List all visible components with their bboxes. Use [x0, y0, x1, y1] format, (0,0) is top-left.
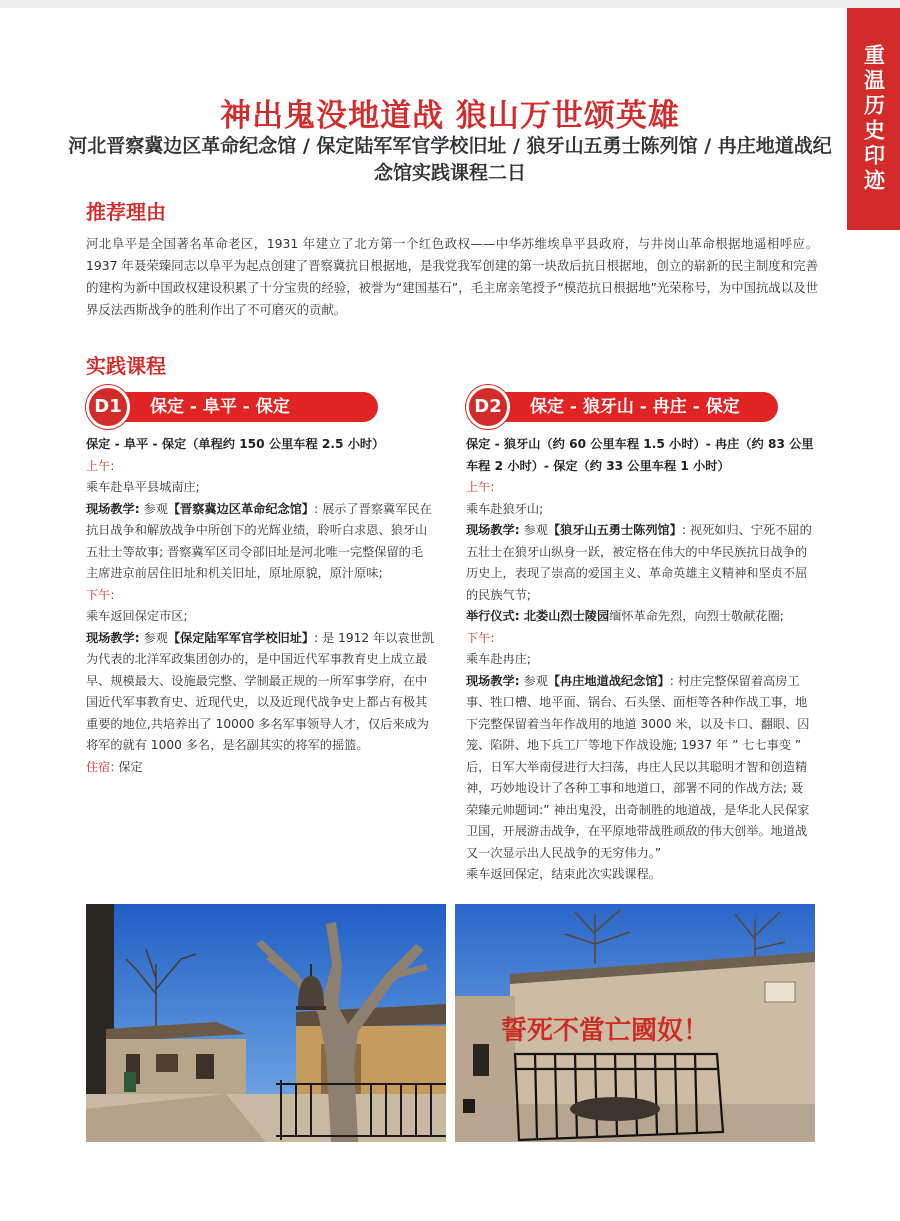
day2-banner-label: 保定 - 狼牙山 - 冉庄 - 保定 — [484, 392, 778, 422]
day1-badge: D1 — [86, 385, 130, 429]
day2-teach1: 现场教学: 参观【狼牙山五勇士陈列馆】: 视死如归、宁死不屈的五壮士在狼牙山纵身一跃，被定格在伟大的中华民族抗日战争的历史上，表现了崇高的爱国主义、革命英雄主义精神和坚贞不屈的民族气节; — [466, 523, 812, 602]
day2-teach2: 现场教学: 参观【冉庄地道战纪念馆】: 村庄完整保留着高房工事、牲口槽、地平面、锅台、石头堡、面柜等各种作战工事，地下完整保留着当年作战用的地道 3000 米，以及卡口、翻眼、囚笼、陷阱、地下兵工厂等地下作战设施; 1937 年 ” 七七事变 ” 后，日军大举南侵进行大扫荡，冉庄人民以其聪明才智和创造精神，巧妙地设计了各种工事和地道口，部署不同的作战方法; 聂荣臻元帅题词:” 神出鬼没，出奇制胜的地道战，是华北人民保家卫国，开展游击战争，在平原地带战胜顽敌的伟大创举。地道战又一次显示出人民战争的无穷伟力。” — [466, 673, 810, 860]
day2-pm-ride: 乘车赴冉庄; — [466, 652, 532, 666]
day2-badge: D2 — [466, 385, 510, 429]
top-strip — [0, 0, 900, 8]
day2-am-label: 上午: — [466, 480, 495, 494]
day1-banner — [86, 385, 378, 421]
reason-text: 河北阜平是全国著名革命老区，1931 年建立了北方第一个红色政权——中华苏维埃阜平县政府，与井岗山革命根据地遥相呼应。1937 年聂荣臻同志以阜平为起点创建了晋察冀抗日根据地，是我党我军创建的第一块敌后抗日根据地，创立的崭新的民主制度和完善的建构为新中国政权建设积累了十分宝贵的经验，被誉为“建国基石”，毛主席亲笔授予“模范抗日根据地”光荣称号，为中国抗战以及世界反法西斯战争的胜利作出了不可磨灭的贡献。 — [86, 236, 818, 317]
day1-am-label: 上午: — [86, 458, 115, 473]
slogan-text: 誓死不當亡國奴！ — [500, 1016, 710, 1046]
day2-am-ride: 乘车赴狼牙山; — [466, 501, 544, 516]
day1-teach2: 现场教学: 参观【保定陆军军官学校旧址】: 是 1912 年以袁世凯为代表的北洋军政集团创办的，是中国近代军事教育史上成立最早、规模最大、设施最完整、学制最正规的一所军事学府，在中国近代军事教育史、近现代史，以及近现代战争史上都占有极其重要的地位,共培养出了 10000 多名军事领导人才，仅后来成为将军的就有 1000 多名，是名副其实的将军的摇篮。 — [86, 630, 434, 752]
reason-heading: 推荐理由 — [86, 200, 166, 224]
day2-route: 保定 - 狼牙山（约 60 公里车程 1.5 小时）- 冉庄（约 83 公里车程 2 小时）- 保定（约 33 公里车程 1 小时） — [466, 437, 814, 473]
day1-route: 保定 - 阜平 - 保定（单程约 150 公里车程 2.5 小时） — [86, 437, 385, 451]
day1-column — [86, 434, 434, 778]
side-tab-label: 重温历史印迹 — [861, 44, 887, 194]
day2-pm-label: 下午: — [466, 630, 495, 645]
day1-teach1: 现场教学: 参观【晋察冀边区革命纪念馆】: 展示了晋察冀军民在抗日战争和解放战争中所创下的光辉业绩，聆听白求恩、狼牙山五壮士等故事; 晋察冀军区司令部旧址是河北唯一完整保留的毛主席进京前居住旧址和机关旧址，原址原貌，原汁原味; — [86, 501, 432, 580]
course-heading: 实践课程 — [86, 354, 166, 378]
photo-courtyard-tree — [86, 904, 446, 1142]
page-title: 神出鬼没地道战 狼山万世颂英雄 — [220, 98, 680, 134]
day2-ceremony: 举行仪式: 北娄山烈士陵园缅怀革命先烈，向烈士敬献花圈; — [466, 609, 784, 623]
day1-pm-label: 下午: — [86, 587, 115, 602]
page-subtitle: 河北晋察冀边区革命纪念馆 / 保定陆军军官学校旧址 / 狼牙山五勇士陈列馆 / 冉庄地道战纪念馆实践课程二日 — [68, 135, 832, 184]
photo-slogan-wall — [455, 904, 815, 1142]
day2-column — [466, 434, 814, 886]
day1-stay: 住宿: 保定 — [86, 759, 143, 774]
day2-return: 乘车返回保定，结束此次实践课程。 — [466, 867, 661, 881]
day1-banner-label: 保定 - 阜平 - 保定 — [104, 392, 378, 422]
day2-banner — [466, 385, 778, 421]
day1-pm-ride: 乘车返回保定市区; — [86, 609, 188, 623]
day1-am-ride: 乘车赴阜平县城南庄; — [86, 480, 200, 494]
